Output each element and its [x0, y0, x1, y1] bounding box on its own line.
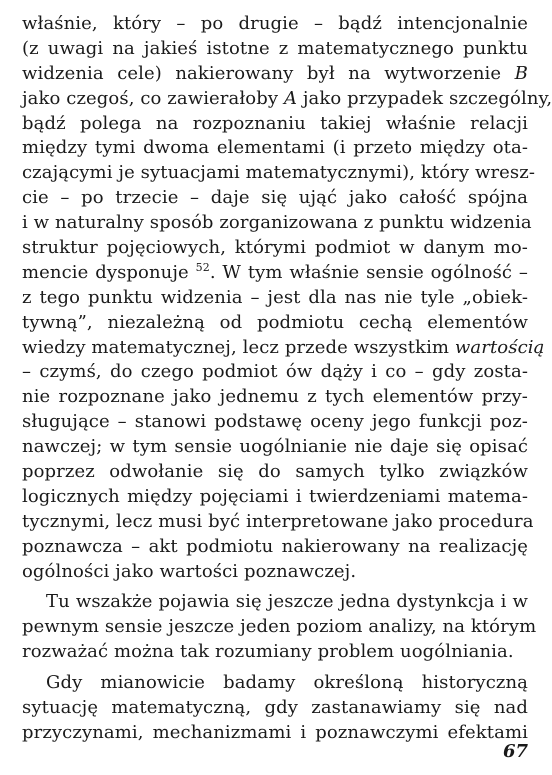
text-line: sytuację matematyczną, gdy zastanawiamy się nad — [22, 697, 528, 719]
text-line: wiedzy matematycznej, lecz przede wszystkim wartością — [22, 336, 545, 358]
text-line: logicznych między pojęciami i twierdzeniami matema- — [22, 485, 528, 507]
text-line: poprzez odwołanie się do samych tylko związków — [22, 461, 528, 483]
text-line: nie rozpoznane jako jednemu z tych elementów przy- — [22, 386, 528, 408]
page-number: 67 — [502, 741, 528, 762]
text-line: Gdy mianowicie badamy określoną historyczną — [46, 672, 528, 694]
text-line: bądź polega na rozpoznaniu takiej właśnie relacji — [22, 112, 528, 134]
text-line: poznawcza – akt podmiotu nakierowany na realizację — [22, 535, 528, 557]
text-line: Tu wszakże pojawia się jeszcze jedna dystynkcja i w — [46, 591, 528, 613]
text-line: i w naturalny sposób zorganizowana z punktu widzenia — [22, 212, 532, 234]
text-line: – czymś, do czego podmiot ów dąży i co – gdy zosta- — [22, 361, 528, 383]
text-line: cie – po trzecie – daje się ująć jako całość spójna — [22, 187, 528, 209]
text-line: pewnym sensie jeszcze jeden poziom analizy, na którym — [22, 616, 537, 638]
text-line: mencie dysponuje $^{52}$. W tym właśnie sensie ogólność – — [22, 260, 529, 283]
text-line: jako czegoś, co zawierałoby A jako przypadek szczególny, — [22, 87, 552, 109]
text-line: ogólności jako wartości poznawczej. — [22, 560, 357, 582]
text-line: właśnie, który – po drugie – bądź intencjonalnie — [22, 13, 528, 34]
text-line: z tego punktu widzenia – jest dla nas nie tyle „obiek- — [22, 286, 528, 308]
text-line: przyczynami, mechanizmami i poznawczymi efektami — [22, 721, 528, 743]
text-line: czającymi je sytuacjami matematycznymi), który wresz- — [22, 162, 536, 184]
text-line: tycznymi, lecz musi być interpretowane jako procedura — [22, 510, 534, 532]
page-body — [22, 12, 552, 746]
paragraph-1 — [22, 12, 552, 584]
text-line: między tymi dwoma elementami (i przeto między ota- — [22, 137, 528, 159]
text-line: (z uwagi na jakieś istotne z matematycznego punktu — [22, 37, 528, 59]
text-line: struktur pojęciowych, którymi podmiot w danym mo- — [22, 237, 528, 259]
text-line: tywną”, niezależną od podmiotu cechą elementów — [22, 311, 528, 333]
text-line: sługujące – stanowi podstawę oceny jego funkcji poz- — [22, 411, 528, 433]
text-line: nawczej; w tym sensie uogólnianie nie daje się opisać — [22, 436, 528, 458]
text-line: widzenia cele) nakierowany był na wytworzenie B — [22, 62, 528, 84]
paragraph-2 — [22, 590, 537, 665]
paragraph-3 — [22, 671, 528, 746]
text-line: rozważać można tak rozumiany problem uogólniania. — [22, 641, 514, 663]
